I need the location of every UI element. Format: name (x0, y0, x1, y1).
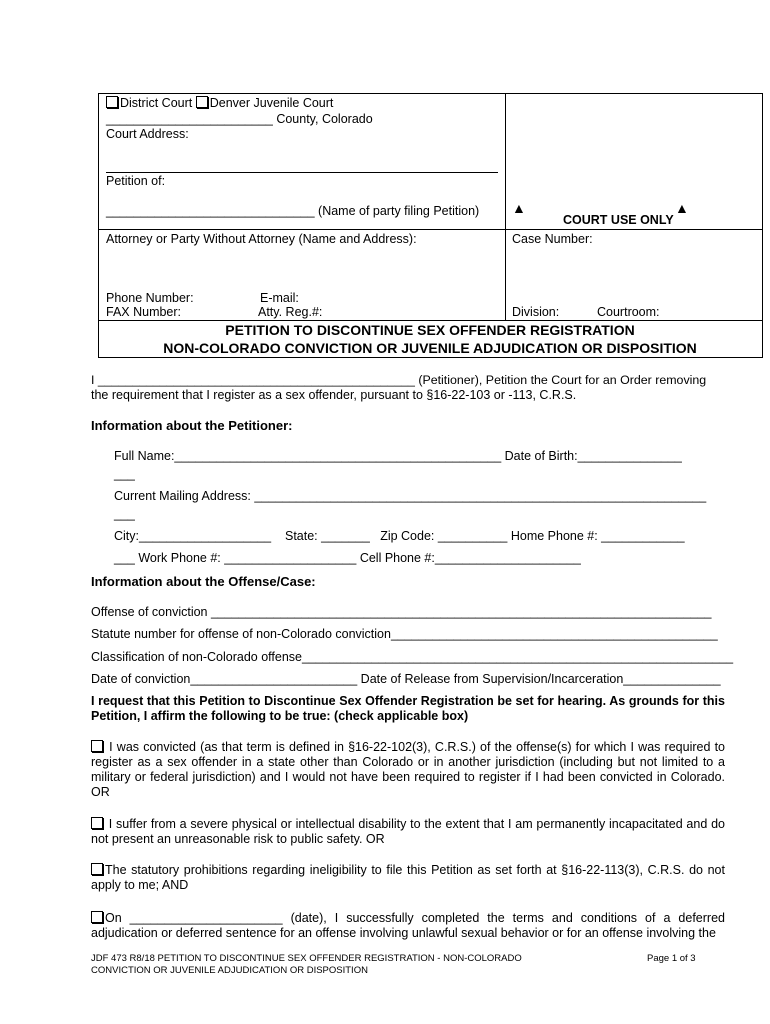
footer-form-id: JDF 473 R8/18 PETITION TO DISCONTINUE SEX OFFENDER REGISTRATION - NON-COLORADO (91, 953, 522, 964)
option-4 (91, 911, 725, 941)
intro-line-2: the requirement that I register as a sex offender, pursuant to §16-22-103 or -113, C.R.S. (91, 388, 577, 402)
fax-label: FAX Number: (106, 305, 182, 319)
option-2-text: I suffer from a severe physical or intellectual disability to the extent that I am permanently incapacitated and do not present an unreasonable risk to public safety. OR (91, 817, 725, 846)
attorney-label: Attorney or Party Without Attorney (Name and Address): (106, 232, 417, 246)
party-name-line: ______________________________ (Name of party filing Petition) (106, 204, 480, 218)
classification-field[interactable]: Classification of non-Colorado offense______________________________________________________________ (91, 650, 734, 664)
option-3 (91, 863, 725, 893)
blank-line: ___ (114, 507, 135, 521)
arrow-up-icon: ▲ (512, 200, 526, 216)
date-conviction-field[interactable]: Date of conviction________________________ Date of Release from Supervision/Incarceration______________ (91, 672, 721, 686)
option-3-text: The statutory prohibitions regarding ineligibility to file this Petition as set forth at §16-22-113(3), C.R.S. do not apply to me; AND (91, 863, 725, 892)
option-1-text: I was convicted (as that term is defined in §16-22-102(3), C.R.S.) of the offense(s) for which I was required to register as a sex offender in a state other than Colorado or in another jurisdiction (including but not limited to a military or federal jurisdiction) and I would not have been required to register if I had been convicted in Colorado. OR (91, 740, 726, 799)
city-state-zip-field[interactable]: City:___________________ State: _______ Zip Code: __________ Home Phone #: ____________ (114, 529, 685, 543)
offense-heading: Information about the Offense/Case: (91, 574, 316, 589)
denver-juvenile-checkbox[interactable] (196, 96, 208, 108)
caption-row-divider-2 (98, 320, 762, 321)
statute-field[interactable]: Statute number for offense of non-Colorado conviction_______________________________________________ (91, 627, 718, 641)
option-2-checkbox[interactable] (91, 817, 103, 829)
option-2 (91, 817, 725, 847)
option-3-checkbox[interactable] (91, 863, 103, 875)
party-underline (106, 172, 498, 173)
court-use-only: COURT USE ONLY (563, 213, 674, 227)
atty-reg-label: Atty. Reg.#: (258, 305, 323, 319)
option-1 (91, 740, 725, 800)
footer-form-title: CONVICTION OR JUVENILE ADJUDICATION OR DISPOSITION (91, 965, 368, 976)
email-label: E-mail: (260, 291, 299, 305)
option-4-text: On ______________________ (date), I successfully completed the terms and conditions of a deferred adjudication or deferred sentence for an offense involving unlawful sexual behavior or for an offense involving the (91, 911, 725, 940)
caption-row-divider-1 (98, 229, 762, 230)
page-subtitle: NON-COLORADO CONVICTION OR JUVENILE ADJUDICATION OR DISPOSITION (163, 340, 697, 356)
page-number: Page 1 of 3 (647, 953, 696, 964)
petition-of-label: Petition of: (106, 174, 166, 188)
division-label: Division: (512, 305, 560, 319)
request-statement: I request that this Petition to Discontinue Sex Offender Registration be set for hearing. As grounds for this Petition, I affirm the following to be true: (check applicable box) (91, 694, 725, 723)
court-type-line: District Court Denver Juvenile Court (106, 96, 333, 110)
petitioner-heading: Information about the Petitioner: (91, 418, 293, 433)
intro-line-1: I ______________________________________________ (Petitioner), Petition the Court for an Order removing (91, 373, 707, 387)
district-court-checkbox[interactable] (106, 96, 118, 108)
option-1-checkbox[interactable] (91, 740, 103, 752)
full-name-field[interactable]: Full Name:_______________________________________________ Date of Birth:_______________ (114, 449, 682, 463)
county-line: ________________________ County, Colorado (106, 112, 373, 126)
phone-label: Phone Number: (106, 291, 194, 305)
caption-divider (505, 93, 506, 320)
case-number-label: Case Number: (512, 232, 593, 246)
work-cell-phone-field[interactable]: ___ Work Phone #: ___________________ Cell Phone #:_____________________ (114, 551, 581, 565)
offense-conviction-field[interactable]: Offense of conviction ________________________________________________________________________ (91, 605, 712, 619)
mailing-address-field[interactable]: Current Mailing Address: _________________________________________________________________ (114, 489, 707, 503)
arrow-up-icon: ▲ (675, 200, 689, 216)
option-4-checkbox[interactable] (91, 911, 103, 923)
court-address-label: Court Address: (106, 127, 189, 141)
page-title: PETITION TO DISCONTINUE SEX OFFENDER REGISTRATION (225, 322, 635, 338)
courtroom-label: Courtroom: (597, 305, 660, 319)
blank-line: ___ (114, 467, 135, 481)
